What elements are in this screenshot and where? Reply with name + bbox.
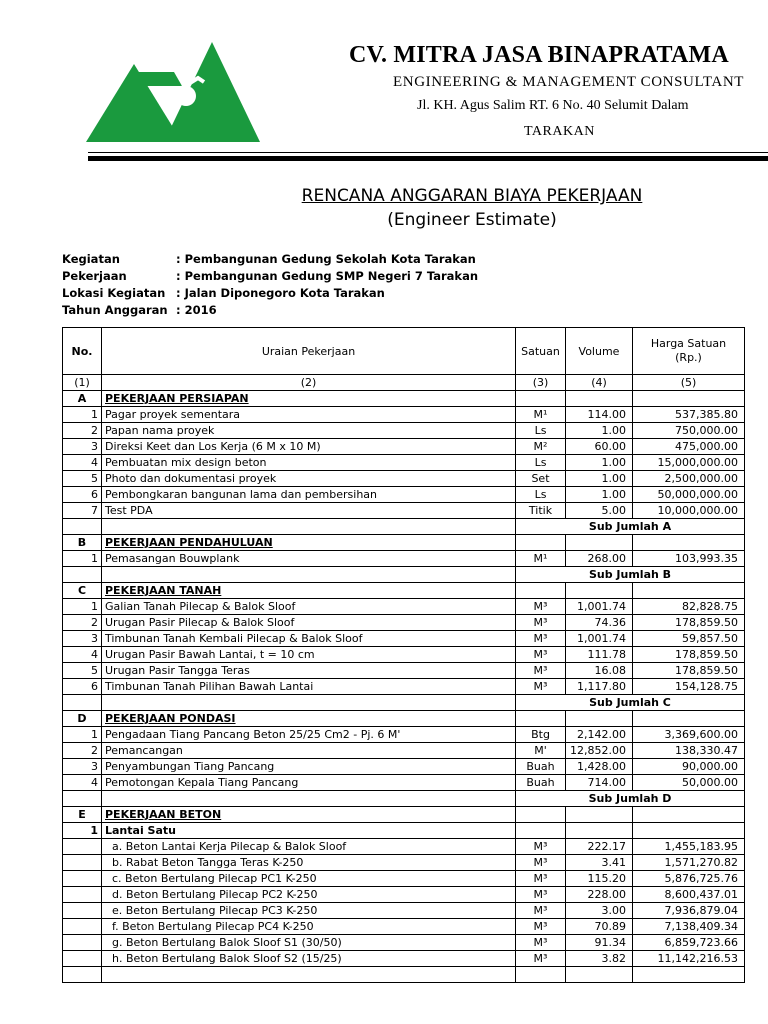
table-body <box>63 391 745 983</box>
header-row <box>63 328 745 375</box>
item-volume: 111.78 <box>566 647 633 663</box>
table-row <box>63 407 745 423</box>
table-row <box>63 871 745 887</box>
item-number: 6 <box>63 487 102 503</box>
item-unit: Titik <box>516 503 566 519</box>
item-unit-price: 90,000.00 <box>633 759 745 775</box>
section-row <box>63 535 745 551</box>
item-number: 1 <box>63 727 102 743</box>
company-address: Jl. KH. Agus Salim RT. 6 No. 40 Selumit Dalam <box>417 98 689 113</box>
item-unit: M² <box>516 439 566 455</box>
empty-cell <box>102 519 516 535</box>
header-unit: Satuan <box>516 328 566 375</box>
item-unit-price: 11,142,216.53 <box>633 951 745 967</box>
subsection-title: Lantai Satu <box>102 823 516 839</box>
empty-cell <box>633 535 745 551</box>
item-unit-price: 2,500,000.00 <box>633 471 745 487</box>
item-volume: 2,142.00 <box>566 727 633 743</box>
section-letter: A <box>63 391 102 407</box>
item-unit-price: 750,000.00 <box>633 423 745 439</box>
item-volume: 1.00 <box>566 455 633 471</box>
table-row <box>63 887 745 903</box>
empty-cell <box>63 967 102 983</box>
item-unit: M³ <box>516 679 566 695</box>
item-unit-price: 178,859.50 <box>633 647 745 663</box>
table-row <box>63 423 745 439</box>
item-unit: M³ <box>516 951 566 967</box>
info-value: : Pembangunan Gedung Sekolah Kota Tarakan <box>176 252 476 266</box>
item-unit: M³ <box>516 887 566 903</box>
subtotal-row <box>63 695 745 711</box>
item-volume: 714.00 <box>566 775 633 791</box>
subtotal-label: Sub Jumlah C <box>516 695 745 711</box>
subtotal-row <box>63 791 745 807</box>
item-unit: M¹ <box>516 551 566 567</box>
empty-cell <box>63 791 102 807</box>
item-volume: 228.00 <box>566 887 633 903</box>
item-volume: 70.89 <box>566 919 633 935</box>
item-description: Timbunan Tanah Kembali Pilecap & Balok Sloof <box>102 631 516 647</box>
item-description: Urugan Pasir Bawah Lantai, t = 10 cm <box>102 647 516 663</box>
item-unit: M³ <box>516 647 566 663</box>
empty-cell <box>63 567 102 583</box>
table-row <box>63 919 745 935</box>
section-row <box>63 583 745 599</box>
table-row <box>63 935 745 951</box>
item-unit: Ls <box>516 487 566 503</box>
empty-cell <box>566 535 633 551</box>
empty-cell <box>633 391 745 407</box>
section-title: PEKERJAAN PENDAHULUAN <box>102 535 516 551</box>
empty-cell <box>566 967 633 983</box>
info-label: Lokasi Kegiatan <box>62 286 166 300</box>
empty-cell <box>102 695 516 711</box>
item-unit: M' <box>516 743 566 759</box>
table-row <box>63 903 745 919</box>
table-row <box>63 551 745 567</box>
subtotal-label: Sub Jumlah D <box>516 791 745 807</box>
empty-cell <box>516 967 566 983</box>
item-unit-price: 154,128.75 <box>633 679 745 695</box>
item-unit-price: 50,000.00 <box>633 775 745 791</box>
item-volume: 1.00 <box>566 423 633 439</box>
table-row <box>63 663 745 679</box>
item-unit: M³ <box>516 631 566 647</box>
empty-cell <box>566 807 633 823</box>
section-letter: D <box>63 711 102 727</box>
section-row <box>63 711 745 727</box>
document-subtitle: (Engineer Estimate) <box>387 210 557 230</box>
item-description: Pemasangan Bouwplank <box>102 551 516 567</box>
item-volume: 12,852.00 <box>566 743 633 759</box>
item-unit-price: 138,330.47 <box>633 743 745 759</box>
item-unit-price: 1,571,270.82 <box>633 855 745 871</box>
item-number: 1 <box>63 407 102 423</box>
column-number-row <box>63 375 745 391</box>
company-subtitle: ENGINEERING & MANAGEMENT CONSULTANT <box>393 74 745 90</box>
table-row <box>63 647 745 663</box>
item-unit-price: 50,000,000.00 <box>633 487 745 503</box>
subtotal-row <box>63 567 745 583</box>
table-row <box>63 775 745 791</box>
budget-table <box>62 327 745 983</box>
table-row <box>63 487 745 503</box>
item-description: Pagar proyek sementara <box>102 407 516 423</box>
empty-cell <box>516 823 566 839</box>
item-number <box>63 903 102 919</box>
item-number: 7 <box>63 503 102 519</box>
item-number: 4 <box>63 647 102 663</box>
blank-row <box>63 967 745 983</box>
item-description: Pengadaan Tiang Pancang Beton 25/25 Cm2 - Pj. 6 M' <box>102 727 516 743</box>
item-number <box>63 871 102 887</box>
item-unit: Set <box>516 471 566 487</box>
empty-cell <box>516 807 566 823</box>
table-row <box>63 615 745 631</box>
item-description: h. Beton Bertulang Balok Sloof S2 (15/25) <box>102 951 516 967</box>
item-description: Penyambungan Tiang Pancang <box>102 759 516 775</box>
item-description: b. Rabat Beton Tangga Teras K-250 <box>102 855 516 871</box>
table-row <box>63 599 745 615</box>
table-row <box>63 455 745 471</box>
item-unit-price: 1,455,183.95 <box>633 839 745 855</box>
col-number: (2) <box>102 375 516 391</box>
header-rule-thin <box>88 152 768 153</box>
item-unit: Buah <box>516 759 566 775</box>
section-row <box>63 807 745 823</box>
col-number: (5) <box>633 375 745 391</box>
item-volume: 74.36 <box>566 615 633 631</box>
item-description: e. Beton Bertulang Pilecap PC3 K-250 <box>102 903 516 919</box>
empty-cell <box>516 535 566 551</box>
item-number: 5 <box>63 471 102 487</box>
item-volume: 1.00 <box>566 487 633 503</box>
item-volume: 16.08 <box>566 663 633 679</box>
empty-cell <box>566 583 633 599</box>
item-unit-price: 82,828.75 <box>633 599 745 615</box>
table-row <box>63 471 745 487</box>
empty-cell <box>102 791 516 807</box>
header-rule-thick <box>88 156 768 161</box>
item-unit: M³ <box>516 839 566 855</box>
subtotal-label: Sub Jumlah B <box>516 567 745 583</box>
item-unit-price: 537,385.80 <box>633 407 745 423</box>
item-unit-price: 3,369,600.00 <box>633 727 745 743</box>
item-volume: 91.34 <box>566 935 633 951</box>
header-unit-price: Harga Satuan (Rp.) <box>633 328 745 375</box>
subtotal-label: Sub Jumlah A <box>516 519 745 535</box>
item-unit-price: 8,600,437.01 <box>633 887 745 903</box>
project-info-row <box>62 285 478 302</box>
col-number: (1) <box>63 375 102 391</box>
header-description: Uraian Pekerjaan <box>102 328 516 375</box>
header-volume: Volume <box>566 328 633 375</box>
item-unit-price: 7,138,409.34 <box>633 919 745 935</box>
document-title: RENCANA ANGGARAN BIAYA PEKERJAAN <box>301 186 643 206</box>
info-value: : 2016 <box>176 303 217 317</box>
item-unit: M³ <box>516 871 566 887</box>
item-unit: M³ <box>516 935 566 951</box>
item-unit: M³ <box>516 855 566 871</box>
item-number: 2 <box>63 743 102 759</box>
company-name: CV. MITRA JASA BINAPRATAMA <box>349 42 729 68</box>
empty-cell <box>633 823 745 839</box>
item-description: Galian Tanah Pilecap & Balok Sloof <box>102 599 516 615</box>
item-description: f. Beton Bertulang Pilecap PC4 K-250 <box>102 919 516 935</box>
item-unit: M³ <box>516 615 566 631</box>
table-row <box>63 439 745 455</box>
info-value: : Jalan Diponegoro Kota Tarakan <box>176 286 385 300</box>
section-letter: E <box>63 807 102 823</box>
item-volume: 268.00 <box>566 551 633 567</box>
item-unit: M³ <box>516 599 566 615</box>
empty-cell <box>63 695 102 711</box>
empty-cell <box>566 823 633 839</box>
empty-cell <box>566 391 633 407</box>
item-unit: Ls <box>516 455 566 471</box>
section-letter: C <box>63 583 102 599</box>
item-unit: M¹ <box>516 407 566 423</box>
table-row <box>63 743 745 759</box>
item-number: 3 <box>63 759 102 775</box>
item-unit: Buah <box>516 775 566 791</box>
header-no: No. <box>63 328 102 375</box>
item-volume: 1,001.74 <box>566 599 633 615</box>
table-row <box>63 759 745 775</box>
item-number: 4 <box>63 775 102 791</box>
empty-cell <box>633 583 745 599</box>
item-unit: Ls <box>516 423 566 439</box>
subsection-number: 1 <box>63 823 102 839</box>
empty-cell <box>566 711 633 727</box>
item-number: 2 <box>63 423 102 439</box>
item-number: 3 <box>63 631 102 647</box>
item-volume: 115.20 <box>566 871 633 887</box>
project-info-row <box>62 268 478 285</box>
company-logo <box>86 40 260 144</box>
item-description: a. Beton Lantai Kerja Pilecap & Balok Sloof <box>102 839 516 855</box>
item-volume: 3.82 <box>566 951 633 967</box>
project-info-row <box>62 251 478 268</box>
empty-cell <box>633 711 745 727</box>
item-unit-price: 15,000,000.00 <box>633 455 745 471</box>
col-number: (4) <box>566 375 633 391</box>
info-value: : Pembangunan Gedung SMP Negeri 7 Tarakan <box>176 269 479 283</box>
subsection-row <box>63 823 745 839</box>
item-description: c. Beton Bertulang Pilecap PC1 K-250 <box>102 871 516 887</box>
empty-cell <box>516 391 566 407</box>
item-number: 5 <box>63 663 102 679</box>
item-number <box>63 951 102 967</box>
item-number: 1 <box>63 599 102 615</box>
item-description: Direksi Keet dan Los Kerja (6 M x 10 M) <box>102 439 516 455</box>
section-title: PEKERJAAN PERSIAPAN <box>102 391 516 407</box>
table-row <box>63 679 745 695</box>
empty-cell <box>63 519 102 535</box>
item-volume: 5.00 <box>566 503 633 519</box>
empty-cell <box>516 711 566 727</box>
item-unit-price: 59,857.50 <box>633 631 745 647</box>
item-description: Papan nama proyek <box>102 423 516 439</box>
item-description: Timbunan Tanah Pilihan Bawah Lantai <box>102 679 516 695</box>
item-unit-price: 475,000.00 <box>633 439 745 455</box>
item-unit-price: 6,859,723.66 <box>633 935 745 951</box>
empty-cell <box>633 967 745 983</box>
item-number: 2 <box>63 615 102 631</box>
item-description: g. Beton Bertulang Balok Sloof S1 (30/50) <box>102 935 516 951</box>
item-description: Pembuatan mix design beton <box>102 455 516 471</box>
item-volume: 114.00 <box>566 407 633 423</box>
item-number <box>63 919 102 935</box>
table-row <box>63 951 745 967</box>
empty-cell <box>633 807 745 823</box>
item-description: Pemancangan <box>102 743 516 759</box>
section-title: PEKERJAAN BETON <box>102 807 516 823</box>
item-unit-price: 178,859.50 <box>633 663 745 679</box>
project-info <box>62 251 478 319</box>
table-row <box>63 631 745 647</box>
item-volume: 3.00 <box>566 903 633 919</box>
item-number <box>63 855 102 871</box>
item-number: 1 <box>63 551 102 567</box>
item-number: 6 <box>63 679 102 695</box>
col-number: (3) <box>516 375 566 391</box>
item-number <box>63 839 102 855</box>
item-volume: 1,117.80 <box>566 679 633 695</box>
item-unit-price: 103,993.35 <box>633 551 745 567</box>
item-number <box>63 887 102 903</box>
item-description: Pemotongan Kepala Tiang Pancang <box>102 775 516 791</box>
section-title: PEKERJAAN TANAH <box>102 583 516 599</box>
table-row <box>63 855 745 871</box>
item-description: d. Beton Bertulang Pilecap PC2 K-250 <box>102 887 516 903</box>
item-unit: M³ <box>516 903 566 919</box>
item-volume: 3.41 <box>566 855 633 871</box>
info-label: Tahun Anggaran <box>62 303 168 317</box>
item-description: Urugan Pasir Tangga Teras <box>102 663 516 679</box>
item-number: 3 <box>63 439 102 455</box>
item-volume: 1.00 <box>566 471 633 487</box>
item-unit: Btg <box>516 727 566 743</box>
item-number <box>63 935 102 951</box>
empty-cell <box>102 967 516 983</box>
project-info-row <box>62 302 478 319</box>
table-row <box>63 727 745 743</box>
item-unit-price: 10,000,000.00 <box>633 503 745 519</box>
item-volume: 222.17 <box>566 839 633 855</box>
section-row <box>63 391 745 407</box>
empty-cell <box>516 583 566 599</box>
item-unit: M³ <box>516 663 566 679</box>
info-label: Pekerjaan <box>62 269 127 283</box>
info-label: Kegiatan <box>62 252 120 266</box>
item-description: Photo dan dokumentasi proyek <box>102 471 516 487</box>
item-unit-price: 7,936,879.04 <box>633 903 745 919</box>
company-city: TARAKAN <box>524 124 595 139</box>
empty-cell <box>102 567 516 583</box>
item-unit: M³ <box>516 919 566 935</box>
section-letter: B <box>63 535 102 551</box>
section-title: PEKERJAAN PONDASI <box>102 711 516 727</box>
table-header <box>63 328 745 391</box>
item-description: Test PDA <box>102 503 516 519</box>
item-description: Pembongkaran bangunan lama dan pembersihan <box>102 487 516 503</box>
item-unit-price: 5,876,725.76 <box>633 871 745 887</box>
item-description: Urugan Pasir Pilecap & Balok Sloof <box>102 615 516 631</box>
item-volume: 1,001.74 <box>566 631 633 647</box>
item-volume: 1,428.00 <box>566 759 633 775</box>
item-number: 4 <box>63 455 102 471</box>
subtotal-row <box>63 519 745 535</box>
item-unit-price: 178,859.50 <box>633 615 745 631</box>
item-volume: 60.00 <box>566 439 633 455</box>
table-row <box>63 839 745 855</box>
table-row <box>63 503 745 519</box>
